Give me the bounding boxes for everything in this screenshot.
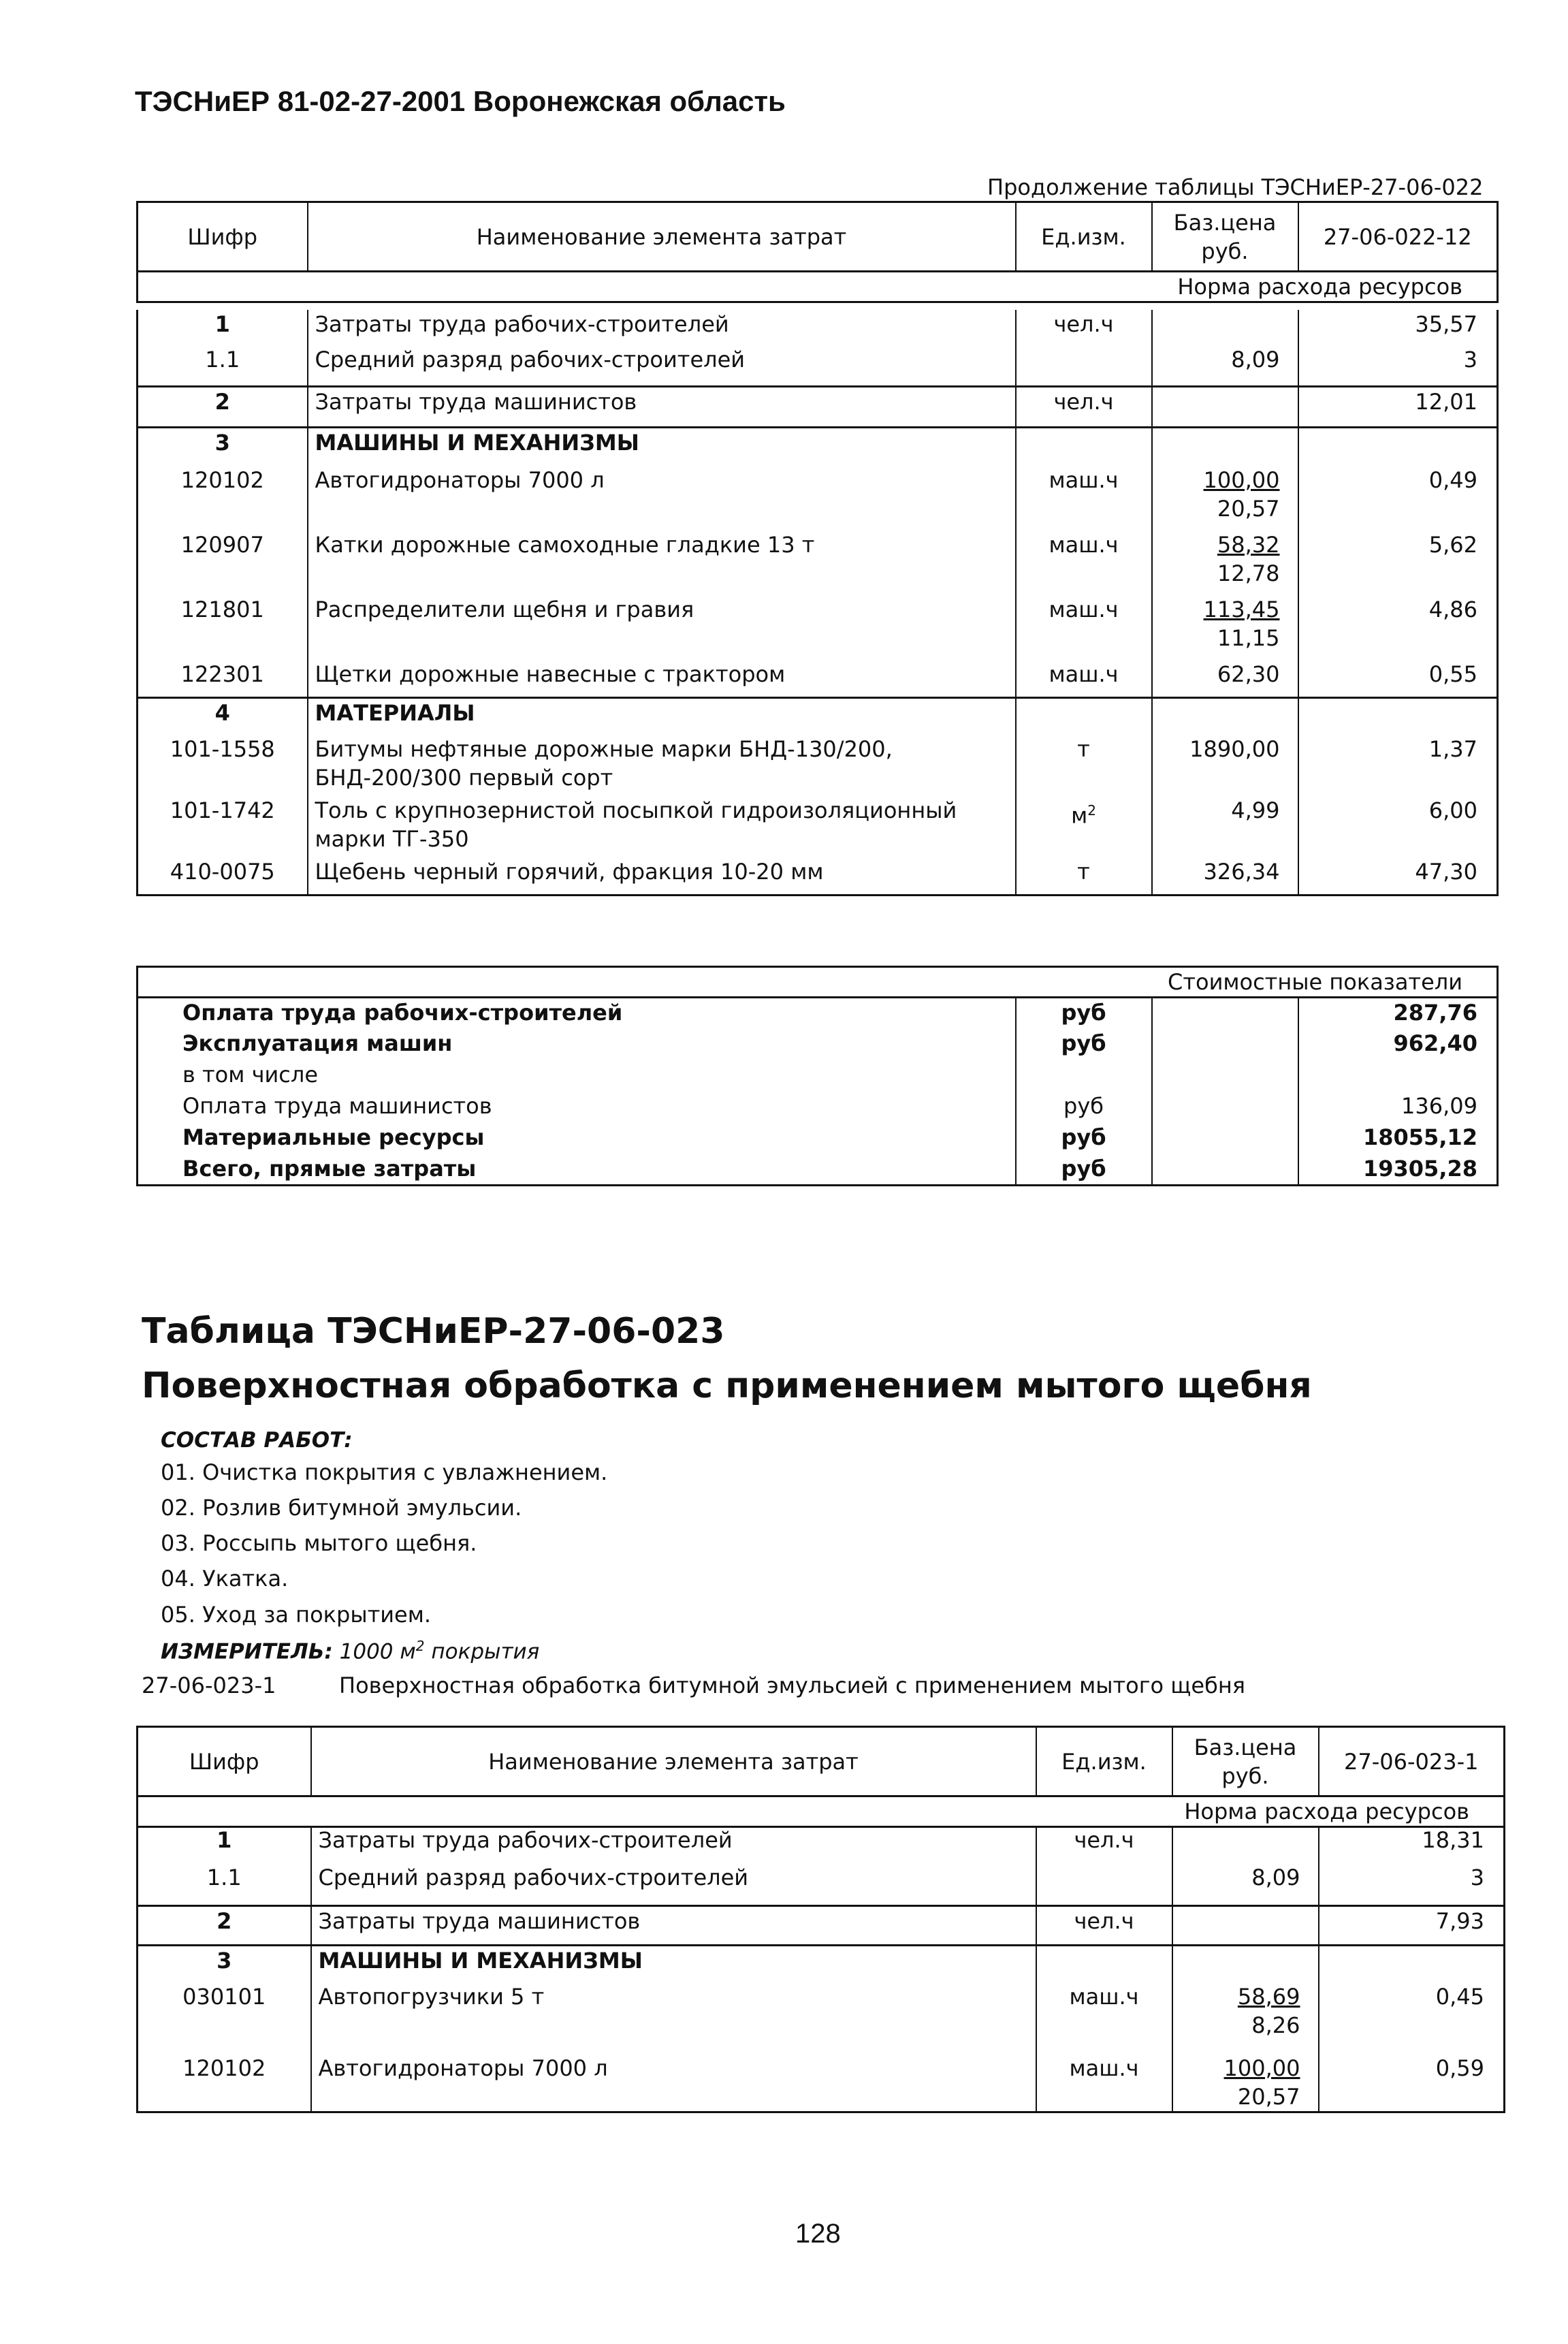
cost-blank [1152, 1123, 1298, 1154]
table-row [138, 1945, 1505, 1982]
cell-unit [1016, 735, 1152, 796]
price-wage: 12,78 [1217, 560, 1280, 586]
cell-norm: 12,01 [1298, 386, 1498, 427]
table-row [138, 2054, 1505, 2112]
cell-name: Средний разряд рабочих-строителей [308, 345, 1016, 386]
table-row [138, 386, 1498, 427]
cell-price [1172, 1905, 1319, 1945]
cell-unit [1036, 1982, 1172, 2054]
cost-value: 136,09 [1298, 1092, 1498, 1123]
cost-unit [1016, 1060, 1152, 1092]
cell-code: 122301 [138, 660, 308, 697]
meter-line [161, 1638, 539, 1664]
table-row [138, 735, 1498, 796]
cell-name: Катки дорожные самоходные гладкие 13 т [308, 530, 1016, 595]
price-total: 113,45 [1203, 597, 1280, 622]
cell-norm [1319, 1945, 1505, 1982]
document-header: ТЭСНиЕР 81-02-27-2001 Воронежская область [135, 85, 786, 117]
cell-code: 101-1742 [138, 796, 308, 857]
price-total: 4,99 [1231, 797, 1280, 823]
cell-norm: 4,86 [1298, 595, 1498, 660]
cell-code: 2 [138, 386, 308, 427]
cost-row [138, 1123, 1498, 1154]
cell-norm: 6,00 [1298, 796, 1498, 857]
cell-price [1152, 697, 1298, 735]
cost-name: Оплата труда рабочих-строителей [138, 998, 1016, 1029]
cost-blank [1152, 998, 1298, 1029]
price-total: 326,34 [1203, 859, 1280, 885]
cost-blank [1152, 1154, 1298, 1186]
unit-text: т [1077, 859, 1090, 885]
table-row [138, 660, 1498, 697]
cell-name: Битумы нефтяные дорожные марки БНД-130/200, БНД-200/300 первый сорт [308, 735, 1016, 796]
unit-text: маш.ч [1069, 1984, 1139, 2010]
header-norm: 27-06-023-1 [1319, 1727, 1505, 1796]
cost-section-label: Стоимостные показатели [138, 967, 1498, 998]
cost-unit: руб [1016, 998, 1152, 1029]
cost-value [1298, 1060, 1498, 1092]
unit-text: маш.ч [1069, 2055, 1139, 2081]
cell-code: 2 [138, 1905, 311, 1945]
cost-unit: руб [1016, 1154, 1152, 1186]
unit-text: чел.ч [1074, 1907, 1134, 1934]
cell-norm: 5,62 [1298, 530, 1498, 595]
price-total: 100,00 [1223, 2055, 1300, 2081]
cell-price [1152, 857, 1298, 895]
cell-code: 1.1 [138, 1863, 311, 1905]
cell-name: Затраты труда машинистов [308, 386, 1016, 427]
table-header-row [138, 202, 1498, 272]
price-wage: 8,26 [1251, 2012, 1300, 2038]
resource-table-1 [136, 201, 1499, 303]
table-2-subtitle: Поверхностная обработка с применением мытого щебня [142, 1365, 1312, 1406]
cell-unit [1016, 530, 1152, 595]
norm-section-label: Норма расхода ресурсов [138, 272, 1498, 302]
cell-name: Затраты труда рабочих-строителей [308, 310, 1016, 345]
cell-price [1152, 386, 1298, 427]
table-row [138, 857, 1498, 895]
cost-value: 287,76 [1298, 998, 1498, 1029]
unit-text: маш.ч [1049, 467, 1119, 493]
unit-text: маш.ч [1049, 597, 1119, 622]
cell-unit [1036, 1826, 1172, 1863]
cost-name: в том числе [138, 1060, 1016, 1092]
cost-row [138, 1029, 1498, 1060]
header-unit: Ед.изм. [1036, 1727, 1172, 1796]
meter-superscript: 2 [415, 1638, 425, 1654]
price-total: 8,09 [1251, 1865, 1300, 1890]
header-price: Баз.цена руб. [1152, 202, 1298, 272]
table-continuation-caption: Продолжение таблицы ТЭСНиЕР-27-06-022 [987, 174, 1484, 200]
cost-blank [1152, 1029, 1298, 1060]
cell-unit [1036, 1945, 1172, 1982]
cost-row [138, 1060, 1498, 1092]
cell-unit [1016, 427, 1152, 466]
table-header-row [138, 1727, 1505, 1796]
table-row [138, 466, 1498, 530]
cell-norm [1298, 427, 1498, 466]
cell-price [1172, 2054, 1319, 2112]
resource-table-1-body [136, 310, 1499, 896]
cost-value: 962,40 [1298, 1029, 1498, 1060]
cost-row [138, 1092, 1498, 1123]
cell-price [1152, 427, 1298, 466]
composition-item: 01. Очистка покрытия с увлажнением. [161, 1459, 608, 1485]
cell-code: 1 [138, 1826, 311, 1863]
cell-norm: 3 [1319, 1863, 1505, 1905]
cell-code: 1.1 [138, 345, 308, 386]
cell-unit [1016, 697, 1152, 735]
cell-unit [1036, 1863, 1172, 1905]
table-row [138, 427, 1498, 466]
cell-price [1172, 1826, 1319, 1863]
price-total: 58,32 [1217, 532, 1280, 558]
header-code: Шифр [138, 1727, 311, 1796]
norm-section-row [138, 272, 1498, 302]
price-total: 62,30 [1217, 661, 1280, 687]
cell-name: Распределители щебня и гравия [308, 595, 1016, 660]
header-name: Наименование элемента затрат [308, 202, 1016, 272]
cell-price [1172, 1945, 1319, 1982]
header-unit: Ед.изм. [1016, 202, 1152, 272]
unit-text: чел.ч [1053, 311, 1114, 337]
cost-blank [1152, 1060, 1298, 1092]
cost-unit: руб [1016, 1092, 1152, 1123]
table-row [138, 697, 1498, 735]
table-2-title: Таблица ТЭСНиЕР-27-06-023 [142, 1311, 725, 1352]
cell-code: 120102 [138, 466, 308, 530]
table-row [138, 1863, 1505, 1905]
cell-name: Автопогрузчики 5 т [311, 1982, 1036, 2054]
table-row [138, 796, 1498, 857]
cell-unit [1016, 796, 1152, 857]
cell-name: МАТЕРИАЛЫ [308, 697, 1016, 735]
page-number: 128 [795, 2219, 841, 2249]
norm-section-row [138, 1796, 1505, 1827]
cost-value: 19305,28 [1298, 1154, 1498, 1186]
cell-price [1152, 735, 1298, 796]
cell-name: Щебень черный горячий, фракция 10-20 мм [308, 857, 1016, 895]
cell-norm: 0,49 [1298, 466, 1498, 530]
cost-name: Оплата труда машинистов [138, 1092, 1016, 1123]
header-norm: 27-06-022-12 [1298, 202, 1498, 272]
table-row [138, 530, 1498, 595]
cell-norm: 0,55 [1298, 660, 1498, 697]
unit-text: чел.ч [1053, 388, 1114, 415]
cell-norm: 1,37 [1298, 735, 1498, 796]
cell-code: 120907 [138, 530, 308, 595]
unit-text: чел.ч [1074, 1827, 1134, 1853]
unit-superscript: 2 [1087, 802, 1096, 819]
table-row [138, 1826, 1505, 1863]
cost-table-1 [136, 966, 1499, 1186]
resource-table-2 [136, 1726, 1505, 1828]
cell-name: Затраты труда рабочих-строителей [311, 1826, 1036, 1863]
cost-value: 18055,12 [1298, 1123, 1498, 1154]
unit-text: маш.ч [1049, 661, 1119, 687]
cell-name: Автогидронаторы 7000 л [311, 2054, 1036, 2112]
cost-row [138, 998, 1498, 1029]
cell-unit [1016, 660, 1152, 697]
price-wage: 11,15 [1217, 625, 1280, 651]
cell-price [1172, 1982, 1319, 2054]
cell-unit [1016, 310, 1152, 345]
cell-name: Щетки дорожные навесные с трактором [308, 660, 1016, 697]
composition-item: 02. Розлив битумной эмульсии. [161, 1495, 522, 1521]
cell-price [1152, 345, 1298, 386]
cell-code: 3 [138, 427, 308, 466]
header-name: Наименование элемента затрат [311, 1727, 1036, 1796]
unit-text: т [1077, 736, 1090, 762]
cost-name: Материальные ресурсы [138, 1123, 1016, 1154]
table-row [138, 595, 1498, 660]
cell-norm: 47,30 [1298, 857, 1498, 895]
cell-unit [1036, 2054, 1172, 2112]
cell-code: 120102 [138, 2054, 311, 2112]
cell-norm: 7,93 [1319, 1905, 1505, 1945]
price-total: 58,69 [1237, 1984, 1300, 2010]
composition-item: 03. Россыпь мытого щебня. [161, 1530, 477, 1556]
cell-code: 1 [138, 310, 308, 345]
table-row [138, 345, 1498, 386]
cell-code: 101-1558 [138, 735, 308, 796]
cell-name: Автогидронаторы 7000 л [308, 466, 1016, 530]
cell-price [1152, 595, 1298, 660]
cell-norm: 18,31 [1319, 1826, 1505, 1863]
cost-name: Всего, прямые затраты [138, 1154, 1016, 1186]
cell-norm: 0,45 [1319, 1982, 1505, 2054]
cell-name: Затраты труда машинистов [311, 1905, 1036, 1945]
unit-text: маш.ч [1049, 532, 1119, 558]
cell-name: МАШИНЫ И МЕХАНИЗМЫ [308, 427, 1016, 466]
cell-unit [1016, 345, 1152, 386]
composition-item: 04. Укатка. [161, 1566, 289, 1591]
cell-norm: 3 [1298, 345, 1498, 386]
price-wage: 20,57 [1217, 496, 1280, 522]
item-description: Поверхностная обработка битумной эмульсией с применением мытого щебня [339, 1673, 1246, 1698]
cell-norm [1298, 697, 1498, 735]
cost-unit: руб [1016, 1123, 1152, 1154]
price-total: 1890,00 [1189, 736, 1280, 762]
cell-code: 121801 [138, 595, 308, 660]
cost-name: Эксплуатация машин [138, 1029, 1016, 1060]
cell-unit [1016, 595, 1152, 660]
cell-code: 030101 [138, 1982, 311, 2054]
cell-unit [1016, 386, 1152, 427]
cost-unit: руб [1016, 1029, 1152, 1060]
header-code: Шифр [138, 202, 308, 272]
cost-section-row [138, 967, 1498, 998]
cell-unit [1016, 466, 1152, 530]
composition-item: 05. Уход за покрытием. [161, 1602, 432, 1628]
cell-price [1152, 530, 1298, 595]
cell-unit [1016, 857, 1152, 895]
unit-text: м [1071, 802, 1088, 829]
cell-name: Толь с крупнозернистой посыпкой гидроизоляционный марки ТГ-350 [308, 796, 1016, 857]
cell-norm: 0,59 [1319, 2054, 1505, 2112]
cell-unit [1036, 1905, 1172, 1945]
meter-label: ИЗМЕРИТЕЛЬ: [161, 1639, 333, 1664]
cell-price [1152, 660, 1298, 697]
cell-code: 3 [138, 1945, 311, 1982]
item-code: 27-06-023-1 [142, 1673, 276, 1698]
price-total: 100,00 [1203, 467, 1280, 493]
cost-row [138, 1154, 1498, 1186]
meter-value: 1000 м [339, 1639, 416, 1664]
composition-heading: СОСТАВ РАБОТ: [161, 1428, 353, 1453]
table-row [138, 1905, 1505, 1945]
meter-suffix: покрытия [424, 1639, 540, 1664]
header-price: Баз.цена руб. [1172, 1727, 1319, 1796]
price-wage: 20,57 [1237, 2084, 1300, 2110]
cell-price [1152, 466, 1298, 530]
norm-section-label: Норма расхода ресурсов [138, 1796, 1505, 1827]
table-row [138, 1982, 1505, 2054]
cell-price [1152, 310, 1298, 345]
cell-name: МАШИНЫ И МЕХАНИЗМЫ [311, 1945, 1036, 1982]
cell-price [1172, 1863, 1319, 1905]
cell-code: 410-0075 [138, 857, 308, 895]
cell-name: Средний разряд рабочих-строителей [311, 1863, 1036, 1905]
cell-price [1152, 796, 1298, 857]
cost-blank [1152, 1092, 1298, 1123]
resource-table-2-body [136, 1826, 1505, 2113]
price-total: 8,09 [1231, 347, 1280, 373]
cell-code: 4 [138, 697, 308, 735]
table-row [138, 310, 1498, 345]
cell-norm: 35,57 [1298, 310, 1498, 345]
